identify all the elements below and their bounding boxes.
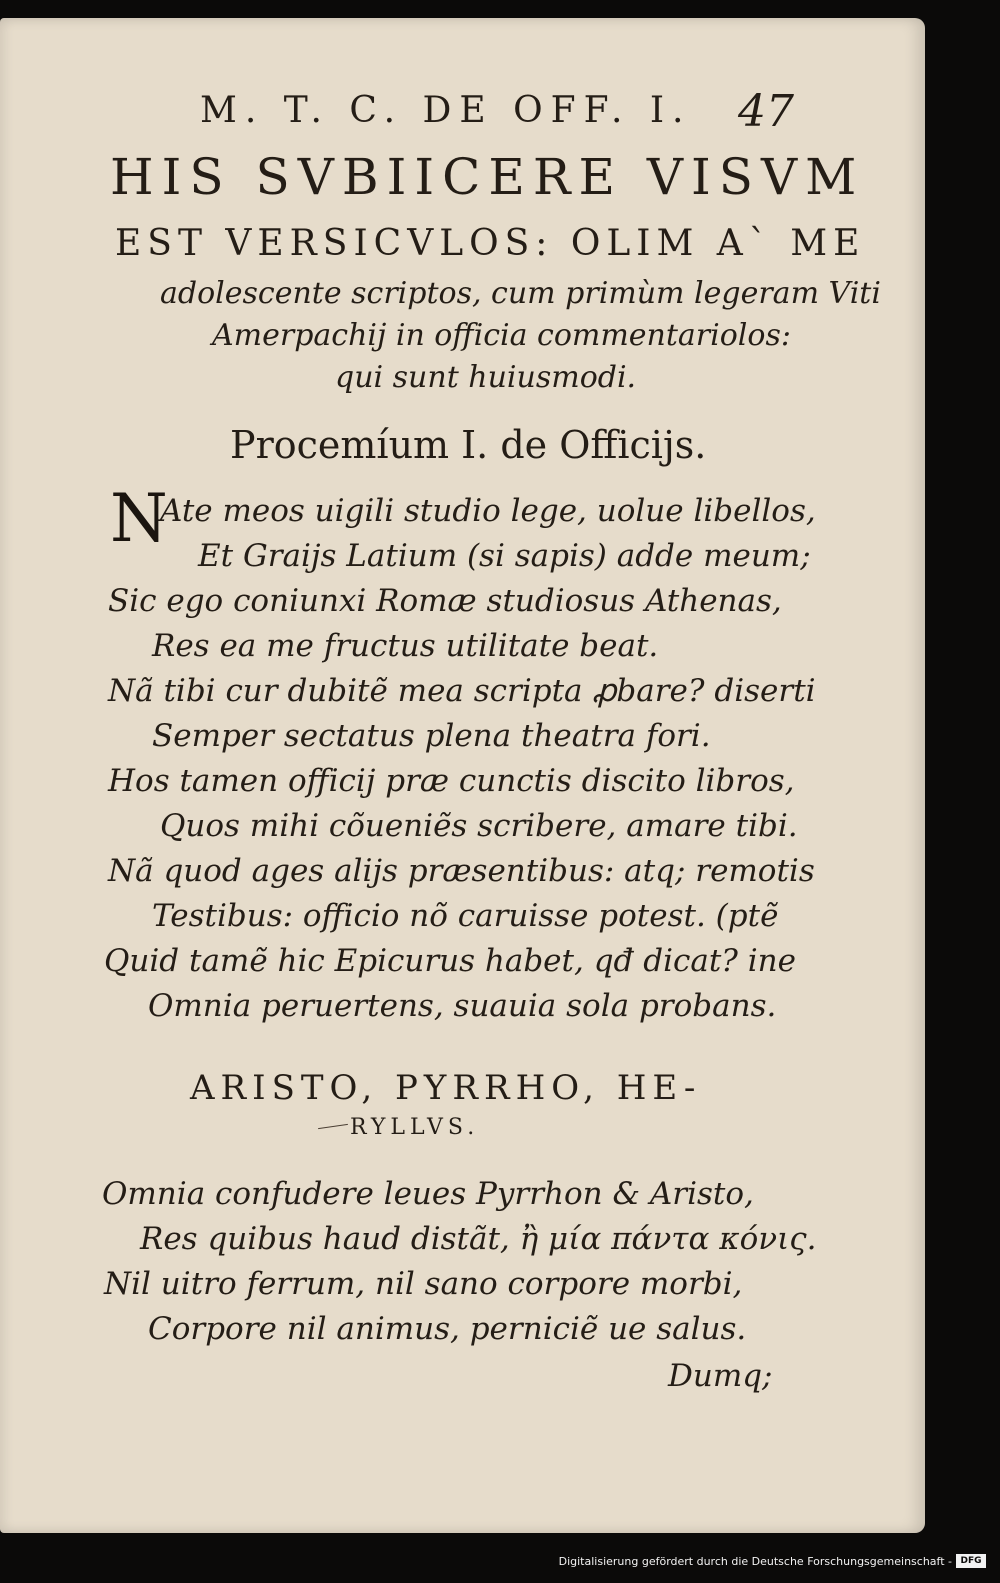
poem-line: Res quibus haud distãt, ἢ μία πάντα κόνις. [140,1221,817,1257]
running-head: M. T. C. DE OFF. I. [200,90,692,131]
poem-line: Omnia confudere leues Pyrrhon & Aristo, [102,1176,754,1212]
funding-notice: Digitalisierung gefördert durch die Deutsche Forschungsgemeinschaft - [558,1555,952,1568]
poem-line: Nã tibi cur dubitẽ mea scripta ꝓbare? diserti [108,673,816,709]
poem-line: Semper sectatus plena theatra fori. [152,718,711,754]
poem-line: Quos mihi cõueniẽs scribere, amare tibi. [160,808,798,844]
poem-line: Et Graijs Latium (si sapis) adde meum; [198,538,811,574]
intro-line-1: adolescente scriptos, cum primùm legeram Viti [160,276,881,311]
poem-line: Omnia peruertens, suauia sola probans. [148,988,777,1024]
poem-line: Corpore nil animus, perniciẽ ue salus. [148,1311,747,1347]
subheading-line-2: RYLLVS. [350,1115,480,1140]
dfg-logo: DFG [956,1554,986,1568]
poem-line: Ate meos uigili studio lege, uolue libellos, [160,493,816,529]
poem-line: Testibus: officio nõ caruisse potest. (ptẽ [152,898,779,934]
drop-capital: N [110,480,168,557]
intro-line-3: qui sunt huiusmodi. [335,360,637,395]
heading-line-2: EST VERSICVLOS: OLIM A` ME [115,223,866,264]
poem-line: Nil uitro ferrum, nil sano corpore morbi, [104,1266,743,1302]
book-page [0,18,925,1533]
intro-line-2: Amerpachij in officia commentariolos: [212,318,791,353]
poem-line: Quid tamẽ hic Epicurus habet, qđ dicat? ine [104,943,796,979]
poem-line: Hos tamen officij præ cunctis discito libros, [108,763,795,799]
poem-line: Sic ego coniunxi Romæ studiosus Athenas, [108,583,782,619]
section-title: Procemíum I. de Officijs. [230,423,707,467]
poem-line: Res ea me fructus utilitate beat. [152,628,659,664]
poem-line: Nã quod ages alijs præsentibus: atq; remotis [108,853,815,889]
page-number: 47 [738,86,794,137]
catchword: Dumq; [668,1358,773,1394]
hyphen-flourish [318,1124,348,1129]
subheading-line-1: ARISTO, PYRRHO, HE- [190,1068,702,1108]
heading-line-1: HIS SVBIICERE VISVM [110,148,865,206]
